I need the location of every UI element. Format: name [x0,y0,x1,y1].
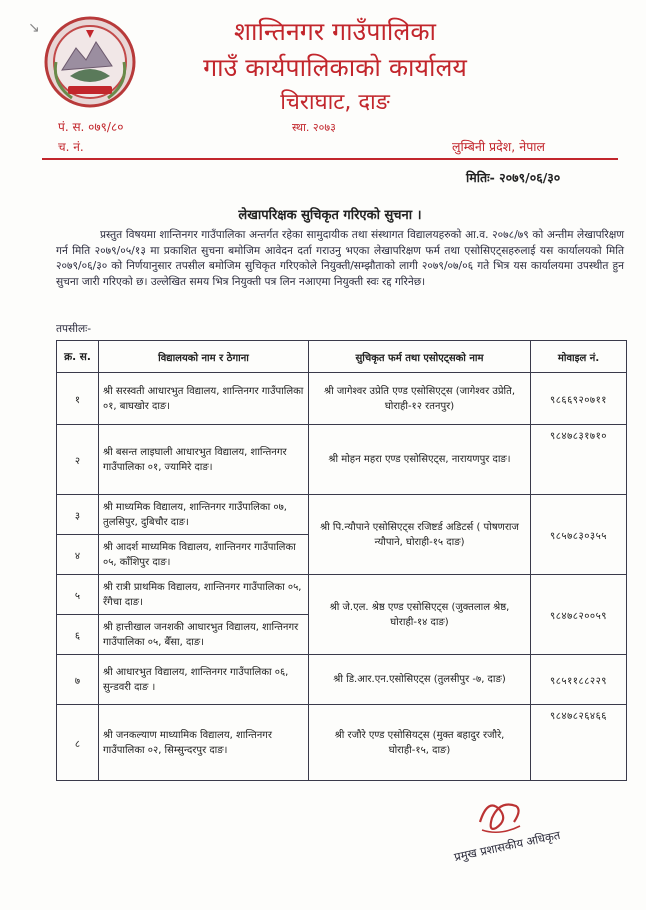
province-label: लुम्बिनी प्रदेश, नेपाल [452,139,546,154]
document-date: मितिः- २०७९/०६/३० [466,170,561,185]
column-header-sn: क्र. स. [57,341,99,373]
serial-number: ८ [57,705,99,781]
auditor-name: श्री रजौरे एण्ड एसोसियट्स (मुक्त बहादुर रजौरे, घोराही-१५, दाङ) [309,705,531,781]
mobile-number: ९८५११८८२२९ [531,655,627,705]
mobile-number: ९८४७८२००५९ [531,575,627,655]
mobile-number: ९८४७८३१७१० [531,425,627,495]
notice-body-text: प्रस्तुत विषयमा शान्तिनगर गाउँपालिका अन्तर्गत रहेका सामुदायीक तथा संस्थागत विद्यालयहरुको आ.व. २०७८/७९ को अन्तीम लेखापरिक्षण गर्न मिति २०७९/०५/१३ मा प्रकाशित सुचना बमोजिम आवेदन दर्ता गराउनु भएका लेखापरिक्षण फर्म तथा एसोसिएट्सहरुलाई यस कार्यालयको मिति २०७९/०६/३० को निर्णयानुसार तपसील बमोजिम सुचिकृत गरिएकोले नियुक्ती/सम्झौताको लागी २०७९/०७/०६ गते भित्र यस कार्यालयमा उपस्थीत हुन सुचना जारी गरिएको छ। उल्लेखित समय भित्र नियुक्ती पत्र लिन नआएमा नियुक्ती स्वः रद्द गरिनेछ। [56,229,624,288]
mobile-number: ९८५७८३०३५५ [531,495,627,575]
auditor-name: श्री डि.आर.एन.एसोसिएट्स (तुलसीपुर -७, दाङ) [309,655,531,705]
serial-number: ६ [57,615,99,655]
auditor-name: श्री जे.एल. श्रेष्ठ एण्ड एसोसिएट्स (जुक्तलाल श्रेष्ठ, घोराही-१४ दाङ) [309,575,531,655]
school-name: श्री आदर्श माध्यमिक विद्यालय, शान्तिनगर गाउँपालिका ०५, काँशिपुर दाङ। [99,535,309,575]
page-corner-mark: ↘ [28,20,40,36]
column-header-school: विद्यालयको नाम र ठेगाना [99,341,309,373]
school-name: श्री जनकल्याण माध्यामिक विद्यालय, शान्तिनगर गाउँपालिका ०२, सिम्सुन्दरपुर दाङ। [99,705,309,781]
table-row [57,425,627,495]
header-divider [42,158,618,160]
table-row [57,575,627,615]
government-emblem-icon [42,14,138,110]
school-name: श्री आधारभुत विद्यालय, शान्तिनगर गाउँपालिका ०६, सुन्डवरी दाङ । [99,655,309,705]
municipality-name: शान्तिनगर गाउँपालिका [233,17,437,46]
auditor-name: श्री पि.न्यौपाने एसोसिएट्स रजिष्टर्ड अडिटर्स ( पोषणराज न्यौपाने, घोराही-१५ दाङ) [309,495,531,575]
reference-number: पं. स. ०७९/८० [58,120,124,134]
serial-number: ५ [57,575,99,615]
auditor-name: श्री जागेश्वर उप्रेति एण्ड एसोसिएट्स (जागेश्वर उप्रेति, घोराही-१२ रतनपुर) [309,373,531,425]
office-address: चिराघाट, दाङ [280,90,390,115]
auditor-list-table [56,340,627,781]
signature-mark [470,792,530,842]
notice-title: लेखापरिक्षक सुचिकृत गरिएको सुचना । [238,208,422,223]
notice-body [56,228,624,290]
school-name: श्री बसन्त लाइघाली आधारभुत विद्यालय, शान्तिनगर गाउँपालिका ०१, ज्यामिरे दाङ। [99,425,309,495]
school-name: श्री माध्यमिक विद्यालय, शान्तिनगर गाउँपालिका ०७, तुलसिपुर, दुबिचौर दाङ। [99,495,309,535]
serial-number: ४ [57,535,99,575]
school-name: श्री हात्तीखाल जनशकी आधारभुत विद्यालय, शान्तिनगर गाउँपालिका ०५, बैँसा, दाङ। [99,615,309,655]
school-name: श्री रात्री प्राथमिक विद्यालय, शान्तिनगर गाउँपालिका ०५, रँगैचा दाङ। [99,575,309,615]
mobile-number: ९८४७८२६४६६ [531,705,627,781]
serial-number: २ [57,425,99,495]
serial-number: ७ [57,655,99,705]
mobile-number: ९८६६९२०७११ [531,373,627,425]
signatory-title: प्रमुख प्रशासकीय अधिकृत [452,827,562,865]
dispatch-number: च. नं. [58,140,84,154]
school-name: श्री सरस्वती आधारभुत विद्यालय, शान्तिनगर गाउँपालिका ०१, बाघखोर दाङ। [99,373,309,425]
auditor-name: श्री मोहन महरा एण्ड एसोसिएट्स, नारायणपुर दाङ। [309,425,531,495]
office-name: गाउँ कार्यपालिकाको कार्यालय [203,53,467,82]
column-header-firm: सुचिकृत फर्म तथा एसोएट्सको नाम [309,341,531,373]
serial-number: ३ [57,495,99,535]
table-row [57,705,627,781]
tapasil-label: तपसीलः- [56,323,92,335]
serial-number: १ [57,373,99,425]
column-header-mobile: मोवाइल नं. [531,341,627,373]
table-row [57,373,627,425]
table-row [57,655,627,705]
established-year: स्था. २०७३ [292,121,336,134]
table-header-row [57,341,627,373]
table-row [57,495,627,535]
